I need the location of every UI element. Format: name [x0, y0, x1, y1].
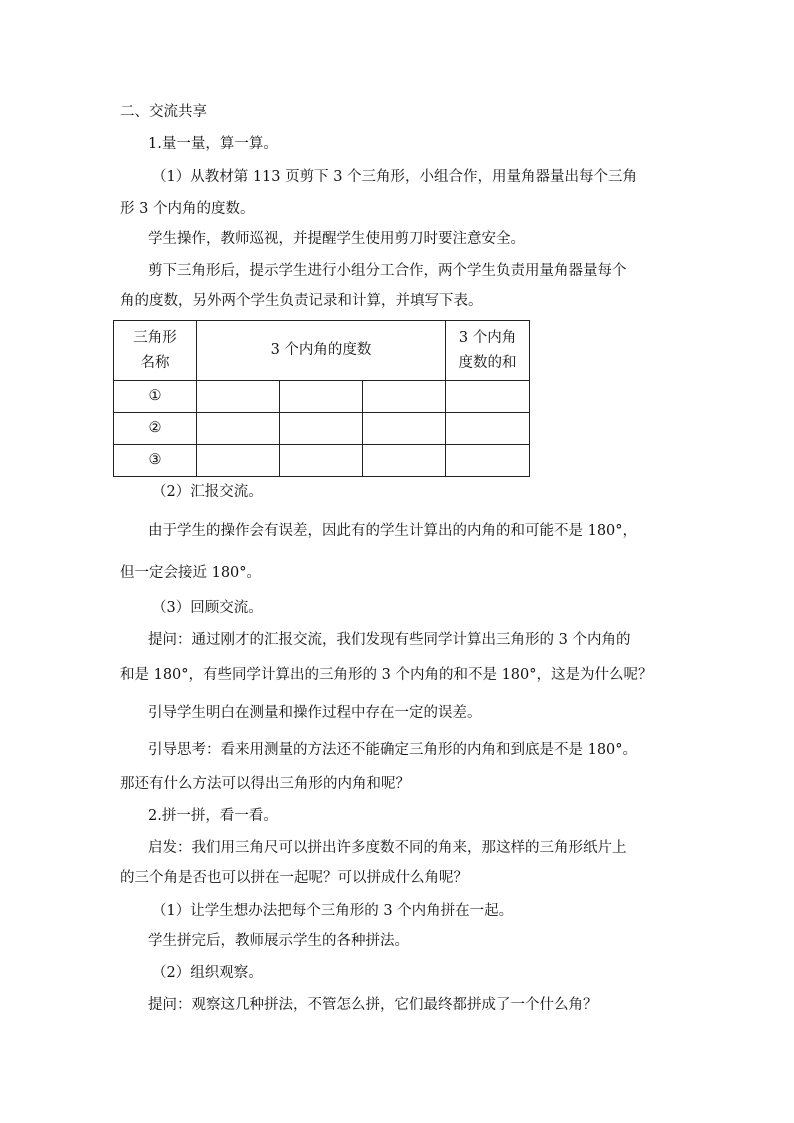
header-line: 3 个内角 — [458, 329, 517, 346]
paragraph: （3）回顾交流。 — [152, 600, 263, 616]
paragraph: 2.拼一拼，看一看。 — [148, 808, 278, 824]
table-row — [114, 445, 530, 477]
sum-cell — [446, 445, 530, 477]
triangle-label: ② — [114, 413, 197, 445]
paragraph: （2）组织观察。 — [152, 965, 263, 981]
table-row — [114, 413, 530, 445]
header-angle-sum — [446, 321, 530, 381]
paragraph: 由于学生的操作会有误差，因此有的学生计算出的内角的和可能不是 180°， — [148, 523, 638, 539]
paragraph: （1）让学生想办法把每个三角形的 3 个内角拼在一起。 — [152, 903, 514, 919]
paragraph: 学生拼完后，教师展示学生的各种拼法。 — [148, 933, 409, 949]
paragraph: 形 3 个内角的度数。 — [120, 201, 255, 217]
section-title: 二、交流共享 — [120, 104, 207, 120]
angle-cell — [280, 445, 363, 477]
paragraph: 那还有什么方法可以得出三角形的内角和呢？ — [120, 776, 410, 792]
angle-cell — [363, 381, 446, 413]
paragraph: 引导思考：看来用测量的方法还不能确定三角形的内角和到底是不是 180°。 — [148, 742, 638, 758]
header-angle-degrees — [197, 321, 446, 381]
angle-cell — [280, 413, 363, 445]
angle-measurement-table — [113, 320, 530, 477]
header-line: 度数的和 — [458, 354, 517, 371]
triangle-label: ① — [114, 381, 197, 413]
paragraph: （1）从教材第 113 页剪下 3 个三角形，小组合作，用量角器量出每个三角 — [152, 169, 638, 185]
paragraph: 引导学生明白在测量和操作过程中存在一定的误差。 — [148, 705, 482, 721]
header-line: 三角形 — [133, 329, 177, 346]
angle-cell — [197, 445, 280, 477]
paragraph: 角的度数，另外两个学生负责记录和计算，并填写下表。 — [120, 293, 483, 309]
paragraph: 启发：我们用三角尺可以拼出许多度数不同的角来，那这样的三角形纸片上 — [148, 840, 627, 856]
header-line: 名称 — [140, 354, 170, 371]
angle-cell — [197, 413, 280, 445]
sum-cell — [446, 381, 530, 413]
header-triangle-name — [114, 321, 197, 381]
paragraph: 1.量一量，算一算。 — [148, 136, 278, 152]
paragraph: 但一定会接近 180°。 — [120, 565, 262, 581]
angle-cell — [197, 381, 280, 413]
paragraph: 剪下三角形后，提示学生进行小组分工合作，两个学生负责用量角器量每个 — [148, 263, 627, 279]
paragraph: 和是 180°，有些同学计算出的三角形的 3 个内角的和不是 180°，这是为什么呢？ — [120, 667, 653, 683]
paragraph: 的三个角是否也可以拼在一起呢？可以拼成什么角呢？ — [120, 870, 468, 886]
angle-cell — [363, 445, 446, 477]
paragraph: 提问：观察这几种拼法，不管怎么拼，它们最终都拼成了一个什么角？ — [148, 997, 598, 1013]
paragraph: 学生操作，教师巡视，并提醒学生使用剪刀时要注意安全。 — [148, 231, 525, 247]
header-line: 3 个内角的度数 — [270, 342, 372, 358]
paragraph: 提问：通过刚才的汇报交流，我们发现有些同学计算出三角形的 3 个内角的 — [148, 632, 631, 648]
paragraph: （2）汇报交流。 — [152, 484, 263, 500]
triangle-label: ③ — [114, 445, 197, 477]
angle-cell — [363, 413, 446, 445]
sum-cell — [446, 413, 530, 445]
table-row — [114, 381, 530, 413]
angle-cell — [280, 381, 363, 413]
